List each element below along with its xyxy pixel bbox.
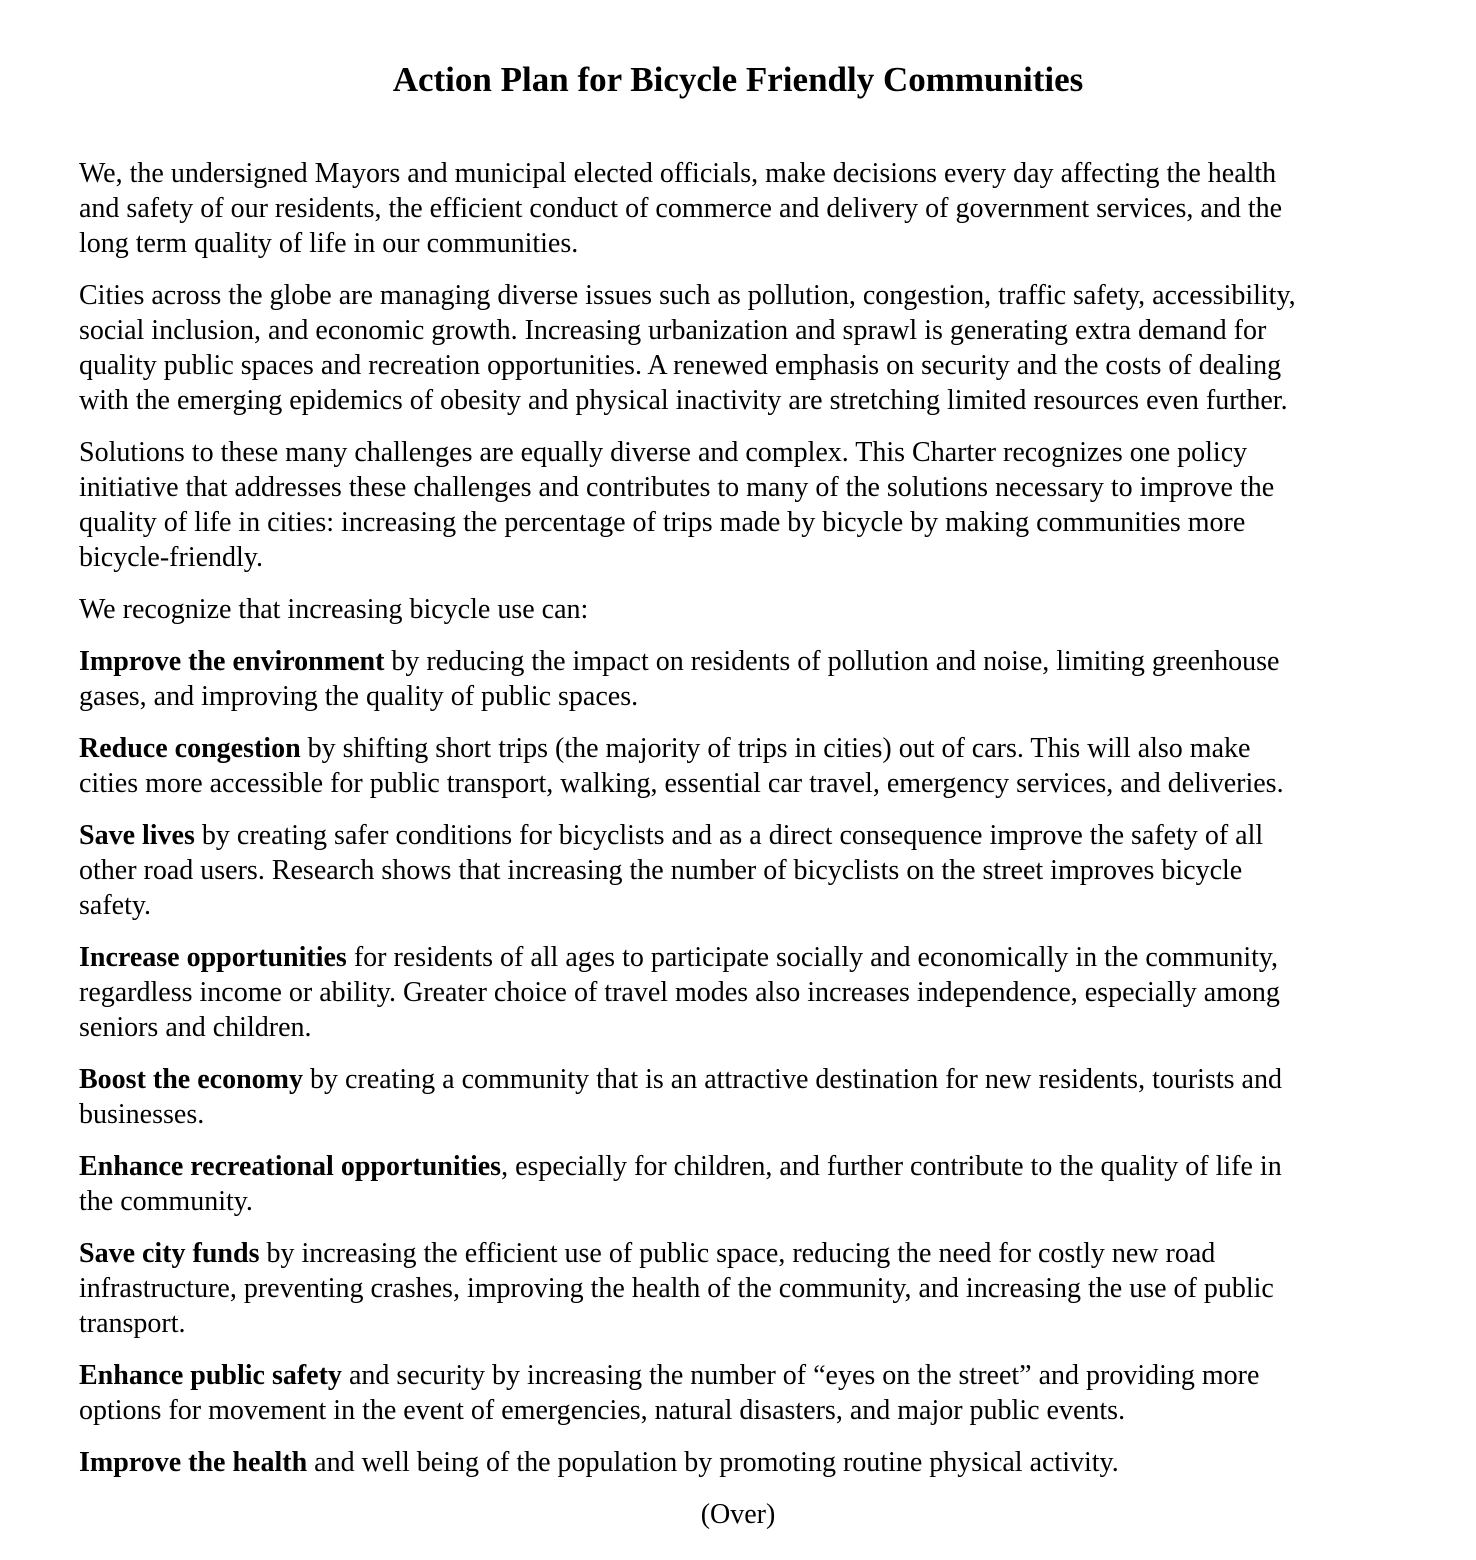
benefit-heading: Improve the health bbox=[79, 1447, 308, 1478]
intro-paragraph bbox=[79, 435, 1419, 575]
document-title: Action Plan for Bicycle Friendly Communities bbox=[392, 60, 1084, 99]
benefit-first-line bbox=[79, 731, 1419, 766]
benefit-text: by increasing the efficient use of public space, reducing the need for costly new road bbox=[259, 1238, 1216, 1269]
benefit-heading: Enhance recreational opportunities bbox=[79, 1151, 502, 1182]
benefit-first-line bbox=[79, 1149, 1419, 1184]
paragraph-line: We recognize that increasing bicycle use can: bbox=[79, 594, 589, 625]
benefit-first-line bbox=[79, 1236, 1419, 1271]
benefit-line: options for movement in the event of emergencies, natural disasters, and major public events. bbox=[79, 1395, 1126, 1426]
benefit-first-line bbox=[79, 940, 1419, 975]
benefit-line: gases, and improving the quality of public spaces. bbox=[79, 681, 639, 712]
paragraph-line: long term quality of life in our communities. bbox=[79, 228, 579, 259]
benefit-paragraph bbox=[79, 940, 1419, 1045]
document-body bbox=[79, 156, 1419, 1497]
benefit-heading: Enhance public safety bbox=[79, 1360, 342, 1391]
benefit-paragraph bbox=[79, 1149, 1419, 1219]
benefit-line: safety. bbox=[79, 890, 152, 921]
intro-paragraph bbox=[79, 592, 1419, 627]
benefit-line: transport. bbox=[79, 1308, 186, 1339]
benefit-line: infrastructure, preventing crashes, improving the health of the community, and increasing the use of public bbox=[79, 1273, 1274, 1304]
benefit-heading: Increase opportunities bbox=[79, 942, 347, 973]
page-footer: (Over) bbox=[700, 1499, 776, 1530]
benefit-line: cities more accessible for public transport, walking, essential car travel, emergency services, and deliveries. bbox=[79, 768, 1284, 799]
benefit-paragraph bbox=[79, 1358, 1419, 1428]
benefit-heading: Improve the environment bbox=[79, 646, 385, 677]
benefit-text: and well being of the population by promoting routine physical activity. bbox=[307, 1447, 1119, 1478]
benefit-heading: Reduce congestion bbox=[79, 733, 301, 764]
benefit-text: for residents of all ages to participate socially and economically in the community, bbox=[346, 942, 1279, 973]
paragraph-line: quality of life in cities: increasing the percentage of trips made by bicycle by making communities more bbox=[79, 507, 1246, 538]
benefit-text: and security by increasing the number of “eyes on the street” and providing more bbox=[341, 1360, 1260, 1391]
paragraph-line: bicycle-friendly. bbox=[79, 542, 263, 573]
benefit-text: by creating safer conditions for bicyclists and as a direct consequence improve the safety of all bbox=[194, 820, 1264, 851]
benefit-text: by shifting short trips (the majority of trips in cities) out of cars. This will also make bbox=[300, 733, 1251, 764]
benefit-paragraph bbox=[79, 731, 1419, 801]
benefit-text: , especially for children, and further contribute to the quality of life in bbox=[501, 1151, 1282, 1182]
benefit-line: seniors and children. bbox=[79, 1012, 312, 1043]
benefit-heading: Boost the economy bbox=[79, 1064, 303, 1095]
benefit-heading: Save city funds bbox=[79, 1238, 260, 1269]
benefit-first-line bbox=[79, 644, 1419, 679]
benefit-paragraph bbox=[79, 644, 1419, 714]
paragraph-line: initiative that addresses these challenges and contributes to many of the solutions necessary to improve the bbox=[79, 472, 1275, 503]
benefit-line: regardless income or ability. Greater choice of travel modes also increases independence, especially among bbox=[79, 977, 1280, 1008]
intro-paragraph bbox=[79, 278, 1419, 418]
benefit-paragraph bbox=[79, 1236, 1419, 1341]
paragraph-line: We, the undersigned Mayors and municipal elected officials, make decisions every day affecting the health bbox=[79, 158, 1277, 189]
intro-paragraph bbox=[79, 156, 1419, 261]
benefit-line: businesses. bbox=[79, 1099, 205, 1130]
benefit-text: by reducing the impact on residents of pollution and noise, limiting greenhouse bbox=[384, 646, 1280, 677]
benefit-paragraph bbox=[79, 818, 1419, 923]
benefit-line: the community. bbox=[79, 1186, 253, 1217]
paragraph-line: Solutions to these many challenges are equally diverse and complex. This Charter recognizes one policy bbox=[79, 437, 1248, 468]
paragraph-line: with the emerging epidemics of obesity and physical inactivity are stretching limited resources even further. bbox=[79, 385, 1288, 416]
benefit-first-line bbox=[79, 1062, 1419, 1097]
paragraph-line: social inclusion, and economic growth. Increasing urbanization and sprawl is generating extra demand for bbox=[79, 315, 1267, 346]
benefit-line: other road users. Research shows that increasing the number of bicyclists on the street improves bicycle bbox=[79, 855, 1243, 886]
benefit-heading: Save lives bbox=[79, 820, 195, 851]
paragraph-line: Cities across the globe are managing diverse issues such as pollution, congestion, traffic safety, accessibility, bbox=[79, 280, 1296, 311]
benefit-text: by creating a community that is an attractive destination for new residents, tourists and bbox=[302, 1064, 1282, 1095]
benefit-first-line bbox=[79, 1445, 1419, 1480]
benefit-first-line bbox=[79, 1358, 1419, 1393]
benefit-first-line bbox=[79, 818, 1419, 853]
paragraph-line: and safety of our residents, the efficient conduct of commerce and delivery of government services, and the bbox=[79, 193, 1283, 224]
benefit-paragraph bbox=[79, 1062, 1419, 1132]
benefit-paragraph bbox=[79, 1445, 1419, 1480]
paragraph-line: quality public spaces and recreation opportunities. A renewed emphasis on security and the costs of dealing bbox=[79, 350, 1282, 381]
